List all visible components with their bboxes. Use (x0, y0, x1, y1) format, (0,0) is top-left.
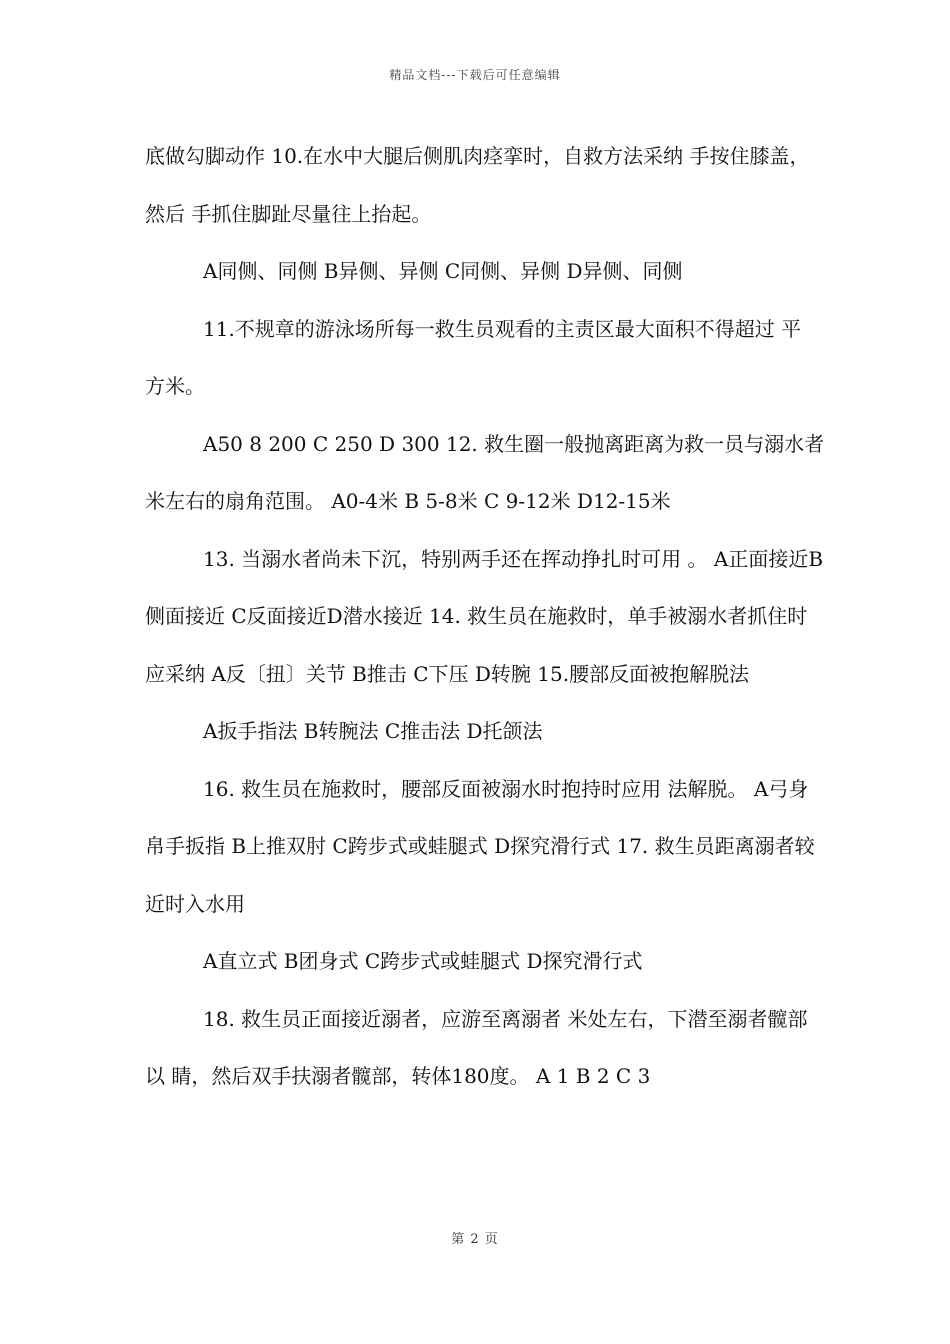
paragraph-options-10: A同侧、同侧 B异侧、异侧 C同侧、异侧 D异侧、同侧 (203, 259, 683, 283)
document-body (145, 128, 825, 1106)
paragraph-options-17: A直立式 B团身式 C跨步式或蛙腿式 D探究滑行式 (203, 949, 643, 973)
page-number: 第 2 页 (451, 1232, 499, 1247)
page-header: 精品文档---下载后可任意编辑 (389, 68, 561, 82)
paragraph-question-10: 底做勾脚动作 10.在水中大腿后侧肌肉痉挛时，自救方法采纳 手按住膝盖，然后 手抓住脚趾尽量往上抬起。 (145, 144, 810, 226)
paragraph-question-18: 18. 救生员正面接近溺者，应游至离溺者 米处左右，下潜至溺者髋部以 睛，然后双手扶溺者髋部，转体180度。 A 1 B 2 C 3 (145, 1006, 808, 1088)
paragraph-options-15: A扳手指法 B转腕法 C推击法 D托颌法 (203, 719, 543, 743)
paragraph-questions-16-17: 16. 救生员在施救时，腰部反面被溺水时抱持时应用 法解脱。 A弓身帛手扳指 B上推双肘 C跨步式或蛙腿式 D探究滑行式 17. 救生员距离溺者较近时入水用 (145, 776, 815, 916)
paragraph-options-11-question-12: A50 8 200 C 250 D 300 12. 救生圈一般抛离距离为救一员与溺水者 米左右的扇角范围。 A0-4米 B 5-8米 C 9-12米 D12-15米 (145, 431, 825, 513)
paragraph-question-11: 11.不规章的游泳场所每一救生员观看的主责区最大面积不得超过 平 方米。 (145, 316, 802, 398)
paragraph-questions-13-15: 13. 当溺水者尚未下沉，特别两手还在挥动挣扎时可用 。 A正面接近B侧面接近 C反面接近D潜水接近 14. 救生员在施救时，单手被溺水者抓住时应采纳 A反〔扭〕关节 B推击 C下压 D转腕 15.腰部反面被抱解脱法 (145, 546, 824, 686)
